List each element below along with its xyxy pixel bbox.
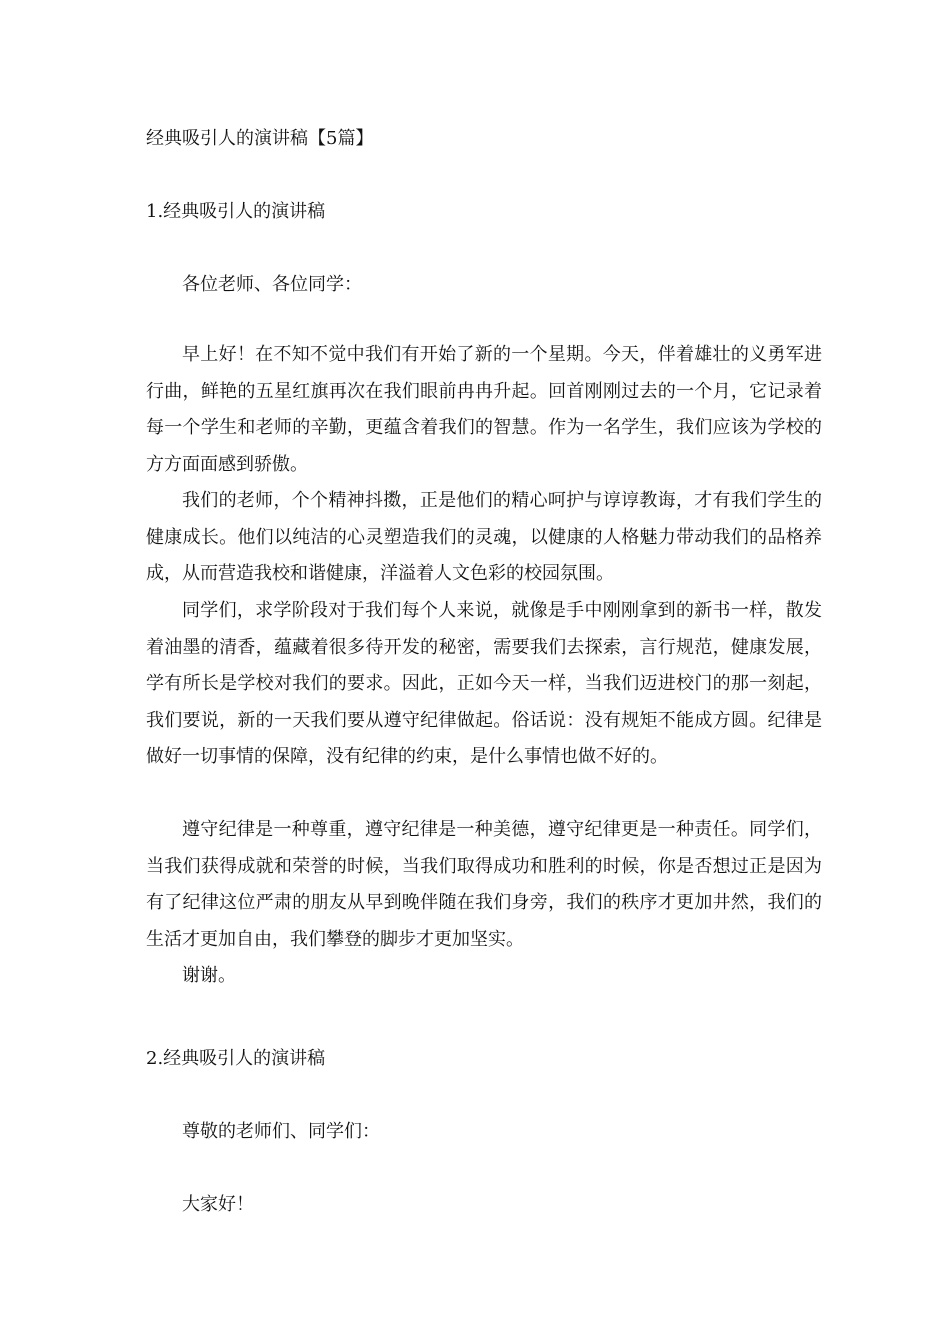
section-1-closing: 谢谢。	[182, 965, 236, 986]
section-1-paragraph-4: 遵守纪律是一种尊重，遵守纪律是一种美德，遵守纪律更是一种责任。同学们，当我们获得成就和荣誉的时候，当我们取得成功和胜利的时候，你是否想过正是因为有了纪律这位严肃的朋友从早到晚伴随在我们身旁，我们的秩序才更加井然，我们的生活才更加自由，我们攀登的脚步才更加坚实。	[146, 819, 822, 950]
section-2-heading: 2.经典吸引人的演讲稿	[146, 1048, 326, 1069]
section-1-salutation: 各位老师、各位同学：	[182, 274, 362, 295]
section-2-salutation: 尊敬的老师们、同学们：	[182, 1121, 380, 1142]
document-title: 经典吸引人的演讲稿【5篇】	[146, 128, 374, 149]
section-1-paragraph-3: 同学们，求学阶段对于我们每个人来说，就像是手中刚刚拿到的新书一样，散发着油墨的清香，蕴藏着很多待开发的秘密，需要我们去探索，言行规范，健康发展，学有所长是学校对我们的要求。因此，正如今天一样，当我们迈进校门的那一刻起，我们要说，新的一天我们要从遵守纪律做起。俗话说：没有规矩不能成方圆。纪律是做好一切事情的保障，没有纪律的约束，是什么事情也做不好的。	[146, 600, 822, 768]
section-1-paragraph-2: 我们的老师，个个精神抖擞，正是他们的精心呵护与谆谆教诲，才有我们学生的健康成长。他们以纯洁的心灵塑造我们的灵魂，以健康的人格魅力带动我们的品格养成，从而营造我校和谐健康，洋溢着人文色彩的校园氛围。	[146, 490, 822, 585]
section-1-heading: 1.经典吸引人的演讲稿	[146, 201, 326, 222]
section-1-paragraph-1: 早上好！在不知不觉中我们有开始了新的一个星期。今天，伴着雄壮的义勇军进行曲，鲜艳的五星红旗再次在我们眼前冉冉升起。回首刚刚过去的一个月，它记录着每一个学生和老师的辛勤，更蕴含着我们的智慧。作为一名学生，我们应该为学校的方方面面感到骄傲。	[146, 344, 822, 475]
section-2-greeting: 大家好！	[182, 1194, 254, 1215]
